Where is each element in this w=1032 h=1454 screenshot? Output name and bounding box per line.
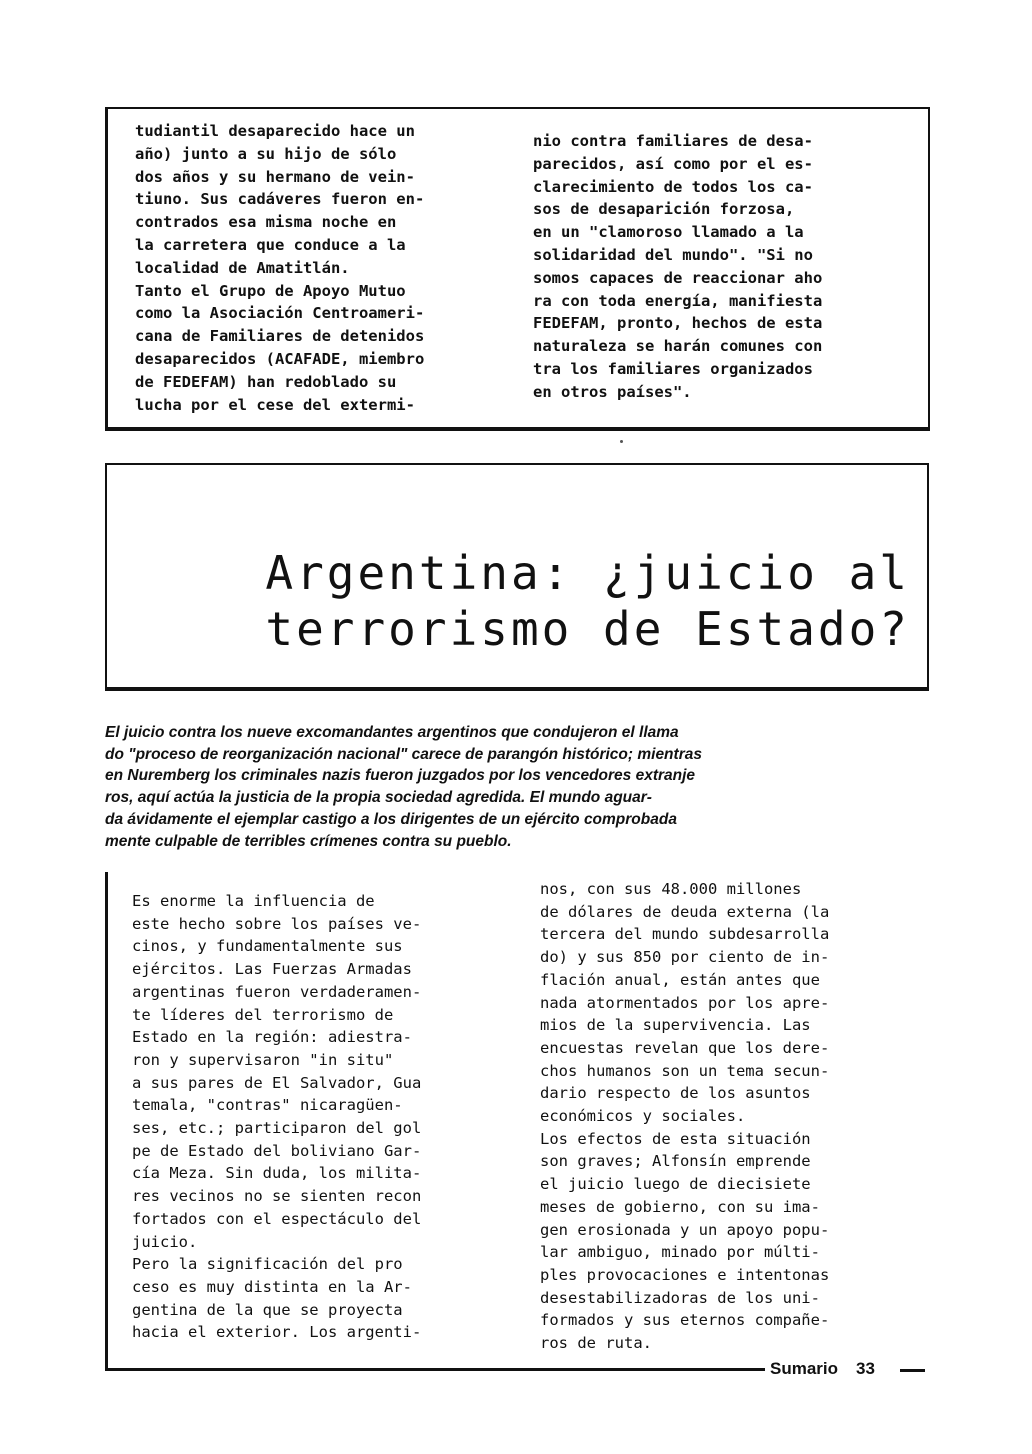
column-rule-left xyxy=(105,872,108,1370)
footer-rule xyxy=(105,1368,765,1371)
article-title xyxy=(190,545,910,657)
footer-rule-end xyxy=(900,1369,925,1372)
top-left-column: tudiantil desaparecido hace un año) junto a su hijo de sólo dos años y su hermano de vein- tiuno. Sus cadáveres fueron en- contrados esa misma noche en la carretera que conduce a la localidad de Amatitlán. Tanto el Grupo de Apoyo Mutuo como la Asociación Centroameri- cana de Familiares de detenidos desaparecidos (ACAFADE, miembro de FEDEFAM) han redoblado su lucha por el cese del extermi- xyxy=(135,122,425,414)
article-title-line-2: terrorismo de Estado? xyxy=(265,602,910,656)
page-number: 33 xyxy=(856,1359,875,1378)
article-lead: El juicio contra los nueve excomandantes argentinos que condujeron el llama do "proceso de reorganización nacional" carece de parangón histórico; mientras en Nuremberg los criminales nazis fueron juzgados por los vencedores extranje ros, aquí actúa la justicia de la propia sociedad agredida. El mundo aguar- da ávidamente el ejemplar castigo a los dirigentes de un ejército comprobada mente culpable de terribles crímenes contra su pueblo. xyxy=(105,724,702,850)
article-right-column: nos, con sus 48.000 millones de dólares de deuda externa (la tercera del mundo subdesarrolla do) y sus 850 por ciento de in- flación anual, están antes que nada atormentados por los apre- mios de la supervivencia. Las encuestas revelan que los dere- chos humanos son un tema secun- dario respecto de los asuntos económicos y sociales. Los efectos de esta situación son graves; Alfonsín emprende el juicio luego de diecisiete meses de gobierno, con su ima- gen erosionada y un apoyo popu- lar ambiguo, minado por múlti- ples provocaciones e intentonas desestabilizadoras de los uni- formados y sus eternos compañe- ros de ruta. xyxy=(540,880,830,1353)
article-left-column: Es enorme la influencia de este hecho sobre los países ve- cinos, y fundamentalmente sus ejércitos. Las Fuerzas Armadas argentinas fueron verdaderamen- te líderes del terrorismo de Estado en la región: adiestra- ron y supervisaron "in situ" a sus pares de El Salvador, Gua temala, "contras" nicaragüen- ses, etc.; participaron del gol pe de Estado del boliviano Gar- cía Meza. Sin duda, los milita- res vecinos no se sienten recon fortados con el espectáculo del juicio. Pero la significación del pro ceso es muy distinta en la Ar- gentina de la que se proyecta hacia el exterior. Los argenti- xyxy=(132,892,422,1342)
divider-dot xyxy=(620,440,623,443)
footer-section-label: Sumario xyxy=(770,1359,839,1378)
article-title-line-1: Argentina: ¿juicio al xyxy=(265,546,910,600)
top-right-column: nio contra familiares de desa- parecidos, así como por el es- clarecimiento de todos los ca- sos de desaparición forzosa, en un "clamoroso llamado a la solidaridad del mundo". "Si no somos capaces de reaccionar aho ra con toda energía, manifiesta FEDEFAM, pronto, hechos de esta naturaleza se harán comunes con tra los familiares organizados en otros países". xyxy=(533,132,823,401)
page-footer xyxy=(770,1359,875,1379)
